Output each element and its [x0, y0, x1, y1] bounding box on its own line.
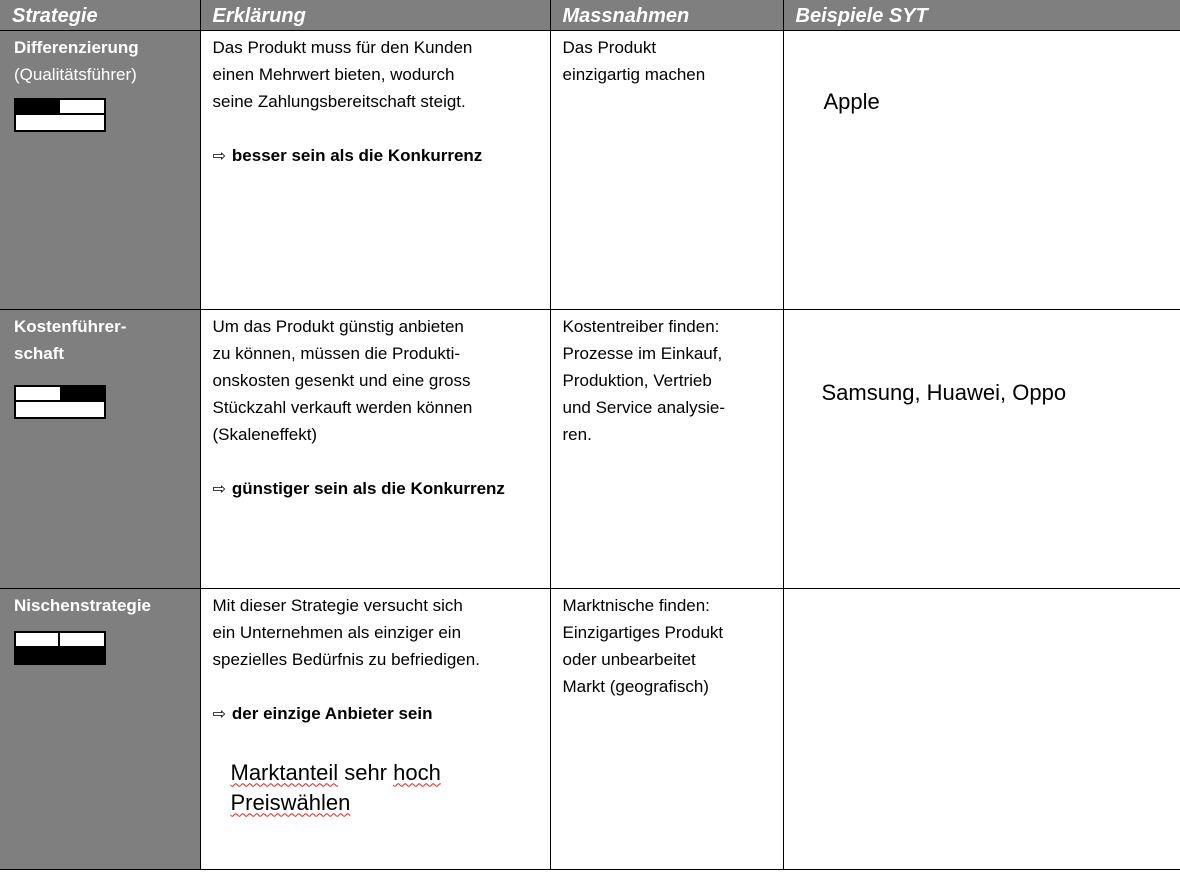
- explanation-line: seine Zahlungsbereitschaft steigt.: [212, 91, 466, 111]
- strategy-name-line: schaft: [14, 343, 65, 363]
- measures-line: oder unbearbeitet: [562, 649, 696, 669]
- note-word: Preiswählen: [230, 789, 351, 815]
- header-erklaerung: Erklärung: [200, 0, 550, 30]
- cost-leader-matrix-icon: [14, 385, 106, 419]
- note-word: Marktanteil: [230, 759, 339, 785]
- note-line-2: [231, 788, 538, 818]
- explanation-line: Das Produkt muss für den Kunden: [212, 37, 473, 57]
- arrow-right-icon: ⇨: [212, 480, 226, 498]
- explanation-cell: [200, 30, 550, 309]
- strategy-name: Nischenstrategie: [14, 595, 151, 615]
- header-massnahmen: Massnahmen: [550, 0, 783, 30]
- emphasis-text: besser sein als die Konkurrenz: [231, 145, 483, 165]
- strategy-subtitle: (Qualitätsführer): [14, 64, 137, 84]
- header-beispiele: Beispiele SYT: [783, 0, 1180, 30]
- measures-line: Markt (geografisch): [562, 676, 709, 696]
- arrow-right-icon: ⇨: [212, 705, 226, 723]
- explanation-line: onskosten gesenkt und eine gross: [212, 370, 471, 390]
- measures-cell: [550, 588, 783, 869]
- measures-line: Marktnische finden:: [562, 595, 710, 615]
- measures-line: Kostentreiber finden:: [562, 316, 720, 336]
- emphasis-line: [213, 700, 538, 728]
- explanation-cell: [200, 309, 550, 588]
- table-row-nischenstrategie: [0, 588, 1180, 869]
- table-header-row: [0, 0, 1180, 30]
- explanation-line: Um das Produkt günstig anbieten: [212, 316, 464, 336]
- emphasis-text: günstiger sein als die Konkurrenz: [231, 478, 505, 498]
- example-text: Apple: [823, 88, 880, 114]
- strategy-cell: [0, 588, 200, 869]
- example-cell: [783, 309, 1180, 588]
- strategy-cell: [0, 30, 200, 309]
- explanation-line: ein Unternehmen als einziger ein: [212, 622, 462, 642]
- strategy-cell: [0, 309, 200, 588]
- header-strategie: Strategie: [0, 0, 200, 30]
- note-word: sehr: [338, 759, 394, 785]
- note-word: hoch: [393, 759, 441, 785]
- example-cell: [783, 588, 1180, 869]
- explanation-line: Stückzahl verkauft werden können: [212, 397, 473, 417]
- strategy-name-line: Kostenführer-: [14, 316, 127, 336]
- niche-matrix-icon: [14, 631, 106, 665]
- strategy-name: Differenzierung: [14, 37, 139, 57]
- measures-line: Produktion, Vertrieb: [562, 370, 712, 390]
- explanation-line: (Skaleneffekt): [212, 424, 318, 444]
- example-cell: [783, 30, 1180, 309]
- explanation-line: zu können, müssen die Produkti-: [212, 343, 461, 363]
- table-row-differenzierung: [0, 30, 1180, 309]
- measures-line: Das Produkt: [562, 37, 657, 57]
- quality-leader-matrix-icon: [14, 98, 106, 132]
- measures-cell: [550, 30, 783, 309]
- emphasis-line: [213, 475, 538, 503]
- measures-line: Prozesse im Einkauf,: [562, 343, 723, 363]
- explanation-line: Mit dieser Strategie versucht sich: [212, 595, 463, 615]
- measures-line: ren.: [562, 424, 592, 444]
- emphasis-line: [213, 142, 538, 170]
- explanation-line: einen Mehrwert bieten, wodurch: [212, 64, 455, 84]
- example-text: Samsung, Huawei, Oppo: [821, 379, 1067, 405]
- handwritten-note: [231, 758, 538, 818]
- measures-line: und Service analysie-: [562, 397, 726, 417]
- emphasis-text: der einzige Anbieter sein: [231, 703, 433, 723]
- explanation-line: spezielles Bedürfnis zu befriedigen.: [212, 649, 480, 669]
- measures-line: Einzigartiges Produkt: [562, 622, 724, 642]
- table-row-kostenfuehrerschaft: [0, 309, 1180, 588]
- measures-cell: [550, 309, 783, 588]
- note-line-1: [231, 758, 538, 788]
- measures-line: einzigartig machen: [562, 64, 706, 84]
- arrow-right-icon: ⇨: [212, 147, 226, 165]
- explanation-cell: [200, 588, 550, 869]
